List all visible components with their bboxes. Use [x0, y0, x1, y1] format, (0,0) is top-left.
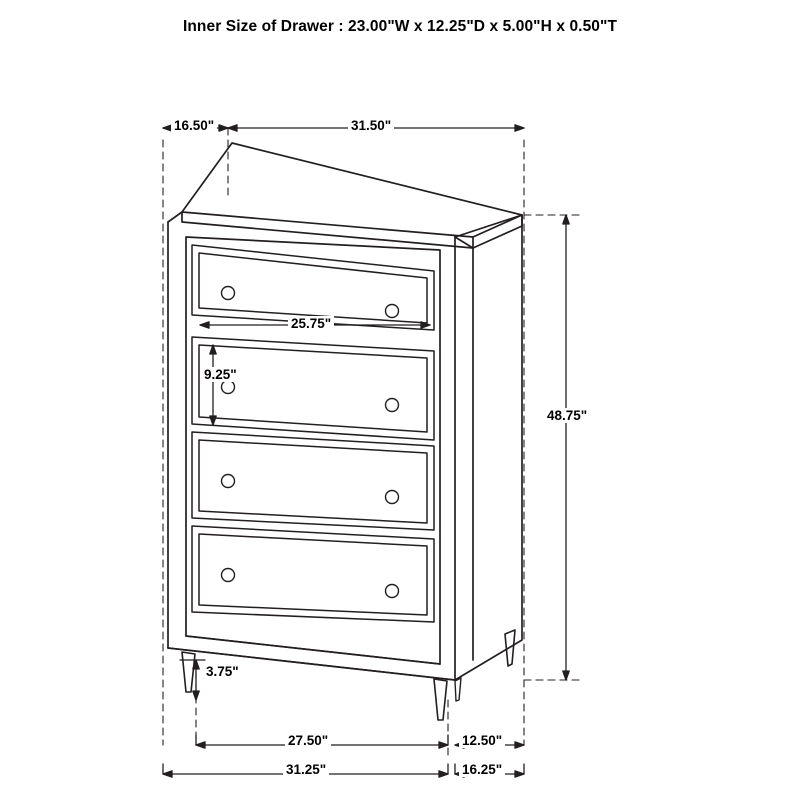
knob-icon — [386, 305, 399, 318]
dimension-label-depth-top: 16.50" — [171, 118, 217, 133]
dimension-label-base-depth: 12.50" — [459, 733, 505, 748]
dimension-label-base-front-width: 27.50" — [285, 733, 331, 748]
leg-front-left — [182, 652, 195, 692]
leg-back-left — [455, 678, 461, 701]
knob-icon — [386, 585, 399, 598]
dimension-label-drawer-height: 9.25" — [201, 367, 240, 382]
knob-icon — [222, 287, 235, 300]
dimension-label-overall-depth: 16.25" — [459, 762, 505, 777]
knob-icon — [222, 475, 235, 488]
page-title: Inner Size of Drawer : 23.00"W x 12.25"D x 5.00"H x 0.50"T — [182, 18, 618, 35]
dimension-label-leg-height: 3.75" — [203, 664, 242, 679]
knob-icon — [222, 569, 235, 582]
dimension-label-drawer-width: 25.75" — [288, 316, 334, 331]
knob-icon — [222, 381, 235, 394]
dimension-label-overall-width: 31.25" — [283, 762, 329, 777]
dimension-label-total-height: 48.75" — [544, 408, 590, 423]
leg-front-right — [434, 679, 447, 720]
knob-icon — [386, 491, 399, 504]
knob-icon — [386, 399, 399, 412]
cabinet-side-panel — [455, 215, 522, 680]
dimension-label-width-top: 31.50" — [348, 118, 394, 133]
